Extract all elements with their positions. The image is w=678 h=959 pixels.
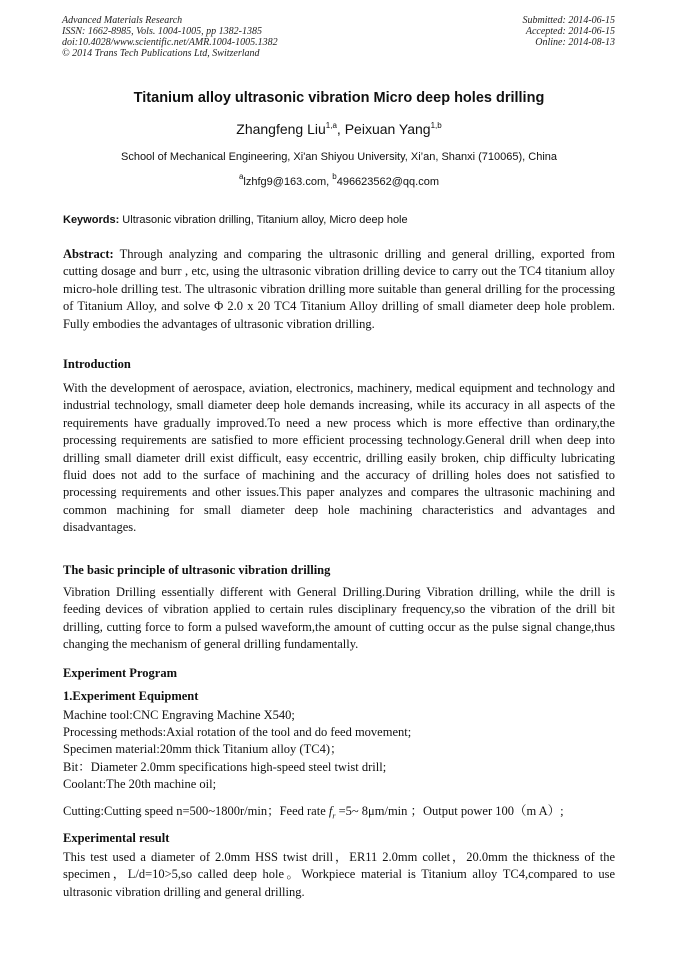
keywords-text: Ultrasonic vibration drilling, Titanium alloy, Micro deep hole bbox=[119, 214, 408, 226]
author-name: Zhangfeng Liu bbox=[236, 121, 326, 137]
dates-header bbox=[523, 15, 616, 48]
journal-copyright: © 2014 Trans Tech Publications Ltd, Switzerland bbox=[62, 48, 260, 59]
email-mark: a bbox=[238, 172, 244, 181]
online-date: Online: 2014-08-13 bbox=[535, 37, 615, 48]
email-link[interactable]: lzhfg9@163.com, bbox=[243, 176, 333, 188]
accepted-date: Accepted: 2014-06-15 bbox=[525, 26, 615, 37]
author-affiliation-mark: 1,a bbox=[325, 121, 337, 130]
author-list bbox=[0, 121, 678, 137]
submitted-date: Submitted: 2014-06-15 bbox=[522, 15, 615, 26]
author-name: Peixuan Yang bbox=[344, 121, 431, 137]
experimental-result-heading: Experimental result bbox=[63, 831, 170, 845]
keywords bbox=[63, 214, 615, 226]
journal-doi[interactable]: doi:10.4028/www.scientific.net/AMR.1004-1005.1382 bbox=[62, 37, 278, 48]
abstract bbox=[63, 246, 615, 333]
author-separator: , bbox=[336, 121, 345, 137]
feed-rate-sub: r bbox=[332, 811, 336, 821]
principle-text: Vibration Drilling essentially different with General Drilling.During Vibration drilling, while the drill is feeding devices of vibration applied to certain rules disciplinary frequency,so the vibration of the drill bit drilling, cutting force to form a pulsed waveform,the amount of cutting occur as the pulse signal change,thus changing the mechanism of general drilling fundamentally. bbox=[63, 585, 615, 652]
experimental-result-text: This test used a diameter of 2.0mm HSS twist drill，ER11 2.0mm collet，20.0mm the thickness of the specimen，L/d=10>5,so called deep hole。Workpiece material is Titanium alloy TC4,compared to use ultrasonic vibration drilling and general drilling. bbox=[63, 850, 615, 899]
principle-heading: The basic principle of ultrasonic vibration drilling bbox=[63, 563, 331, 577]
email-mark: b bbox=[332, 172, 337, 181]
paper-title: Titanium alloy ultrasonic vibration Micro deep holes drilling bbox=[133, 90, 545, 106]
author-emails bbox=[0, 172, 678, 188]
abstract-text: Through analyzing and comparing the ultrasonic drilling and general drilling, exported from cutting dosage and burr , etc, using the ultrasonic vibration drilling device to carry out the TC4 titanium alloy micro-hole drilling test. The ultrasonic vibration drilling more suitable than general drilling for the processing of Titanium Alloy, and solve Φ 2.0 x 20 TC4 Titanium Alloy drilling of small diameter deep hole problem. Fully embodies the advantages of ultrasonic vibration drilling. bbox=[63, 247, 615, 331]
affiliation: School of Mechanical Engineering, Xi'an Shiyou University, Xi’an, Shanxi (710065), China bbox=[120, 151, 558, 163]
equipment-item: Specimen material:20mm thick Titanium alloy (TC4)； bbox=[63, 742, 343, 756]
experiment-program-heading: Experiment Program bbox=[63, 666, 177, 680]
cutting-text: Cutting:Cutting speed n=500~1800r/min；Feed rate bbox=[63, 804, 329, 818]
cutting-parameters bbox=[63, 803, 623, 825]
journal-issn: ISSN: 1662-8985, Vols. 1004-1005, pp 1382-1385 bbox=[62, 26, 262, 37]
keywords-label: Keywords: bbox=[63, 214, 120, 226]
equipment-item: Processing methods:Axial rotation of the tool and do feed movement; bbox=[63, 725, 412, 739]
equipment-item: Machine tool:CNC Engraving Machine X540; bbox=[63, 708, 295, 722]
journal-name: Advanced Materials Research bbox=[62, 15, 183, 26]
equipment-item: Coolant:The 20th machine oil; bbox=[63, 777, 217, 791]
author-affiliation-mark: 1,b bbox=[430, 121, 442, 130]
feed-rate-var: f bbox=[328, 804, 333, 818]
equipment-item: Bit：Diameter 2.0mm specifications high-speed steel twist drill; bbox=[63, 760, 387, 774]
experiment-equipment-heading: 1.Experiment Equipment bbox=[63, 689, 199, 703]
abstract-label: Abstract: bbox=[63, 247, 114, 261]
cutting-text-end: =5~ 8μm/min ；Output power 100（m A）; bbox=[335, 804, 564, 818]
introduction-heading: Introduction bbox=[63, 357, 131, 371]
introduction-text: With the development of aerospace, aviation, electronics, machinery, medical equipment and technology and industrial technology, small diameter deep hole demands increasing, while its accuracy in all aspects of the requirements have gradually improved.To need a new process which is more effective than ordinary,the processing requirements are satisfied to more efficient processing technology.General drill when deep into drilling small diameter drill exist difficult, easy eccentric, drilling easily broken, chip difficulty lubricating fluid does not add to the surface of machining and the accuracy of drilling holes does not satisfied to processing requirements and other issues.This paper analyzes and compares the ultrasonic machining and common machining for small diameter deep hole machining characteristics and advantages and disadvantages. bbox=[63, 381, 615, 535]
journal-header bbox=[62, 15, 278, 59]
email-link[interactable]: 496623562@qq.com bbox=[336, 176, 440, 188]
